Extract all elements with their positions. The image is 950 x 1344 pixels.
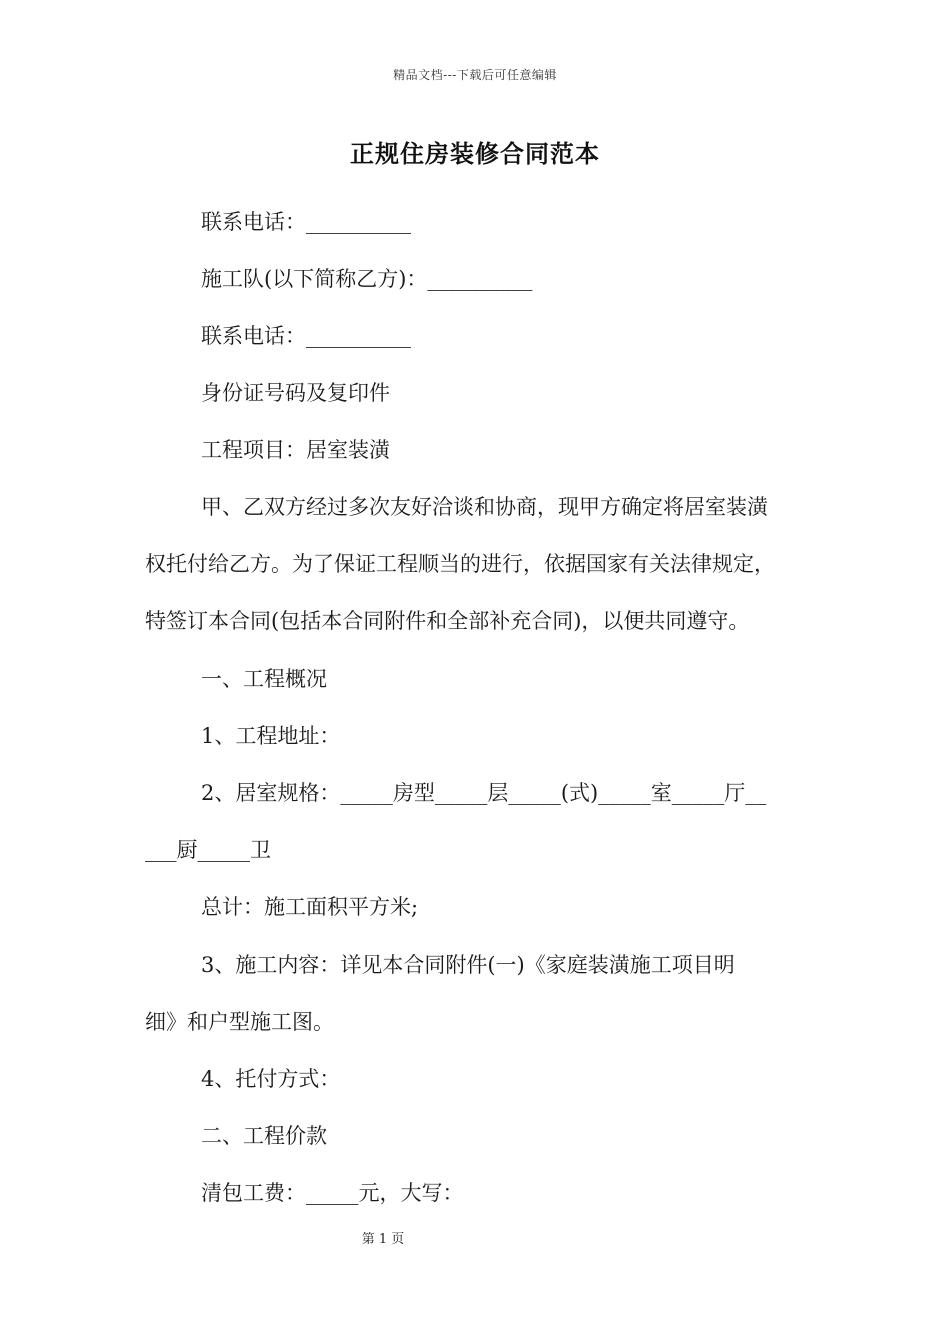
project-address-line: 1、工程地址： — [201, 724, 341, 748]
room-spec-line-2: ___厨_____卫 — [145, 838, 271, 862]
project-item-line: 工程项目：居室装潢 — [201, 438, 390, 462]
construction-content-line-1: 3、施工内容：详见本合同附件(一)《家庭装潢施工项目明 — [201, 953, 735, 977]
paragraph-line-3: 特签订本合同(包括本合同附件和全部补充合同)，以便共同遵守。 — [145, 609, 750, 633]
construction-content-line-2: 细》和户型施工图。 — [145, 1010, 334, 1034]
page-number: 第 1 页 — [361, 1232, 405, 1247]
total-area-line: 总计：施工面积平方米; — [201, 895, 419, 919]
section-heading-1: 一、工程概况 — [201, 667, 327, 691]
commission-method-line: 4、托付方式： — [201, 1067, 341, 1091]
paragraph-line-2: 权托付给乙方。为了保证工程顺当的进行，依据国家有关法律规定， — [145, 552, 775, 576]
contact-phone-line-1: 联系电话：__________ — [201, 210, 411, 234]
header-note: 精品文档---下载后可任意编辑 — [393, 68, 557, 82]
room-spec-line-1: 2、居室规格：_____房型_____层_____(式)_____室_____厅__ — [201, 781, 767, 805]
section-heading-2: 二、工程价款 — [201, 1124, 327, 1148]
document-title: 正规住房装修合同范本 — [350, 139, 600, 168]
paragraph-line-1: 甲、乙双方经过多次友好洽谈和协商，现甲方确定将居室装潢 — [201, 495, 768, 519]
contractor-line: 施工队(以下简称乙方)：__________ — [201, 267, 533, 291]
id-number-line: 身份证号码及复印件 — [201, 381, 390, 405]
labor-fee-line: 清包工费：_____元，大写： — [201, 1181, 464, 1205]
contact-phone-line-2: 联系电话：__________ — [201, 324, 411, 348]
